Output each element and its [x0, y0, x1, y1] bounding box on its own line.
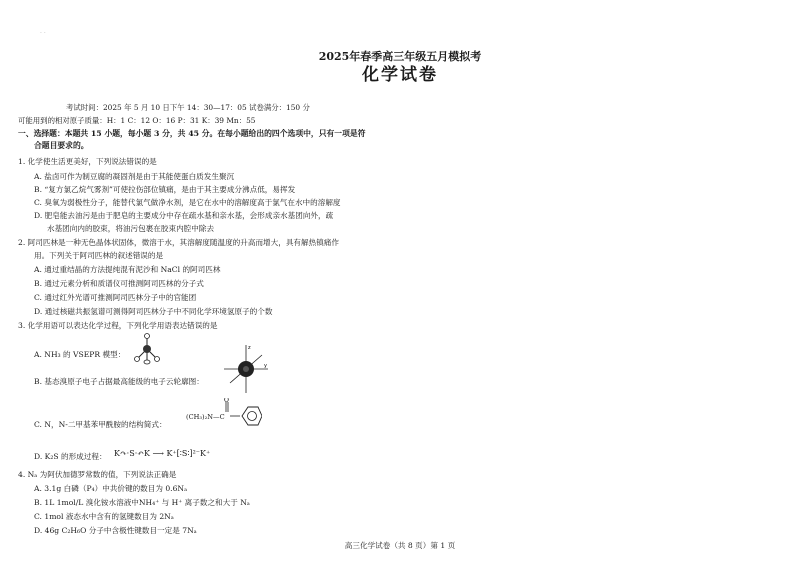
- page-footer: 高三化学试卷（共 8 页）第 1 页: [344, 541, 456, 550]
- q2-stem-cont: 用。下列关于阿司匹林的叙述错误的是: [34, 251, 164, 260]
- q4-option-b: B. 1L 1mol/L 溴化铵水溶液中NH₄⁺ 与 H⁺ 离子数之和大于 Nₐ: [34, 498, 250, 507]
- q1-option-d: D. 肥皂能去油污是由于肥皂的主要成分中存在疏水基和亲水基，会形成亲水基团向外，疏: [34, 211, 334, 220]
- q1-stem: 1. 化学使生活更美好，下列说法错误的是: [18, 157, 157, 166]
- q4-option-a: A. 3.1g 白磷（P₄）中共价键的数目为 0.6Nₐ: [34, 484, 188, 493]
- q3-option-c: C. N，N-二甲基苯甲酰胺的结构简式：: [34, 420, 167, 429]
- scan-specks: · ·: [40, 30, 46, 37]
- q2-option-c: C. 通过红外光谱可推测阿司匹林分子中的官能团: [34, 293, 197, 302]
- q1-option-d-cont: 水基团向内的胶束，将油污包裹在胶束内腔中除去: [47, 224, 215, 233]
- q4-stem: 4. Nₐ 为阿伏加德罗常数的值，下列说法正确是: [18, 470, 177, 479]
- amide-group-label: (CH₃)₂N—C: [186, 413, 225, 421]
- svg-text:z: z: [248, 345, 251, 351]
- q2-stem: 2. 阿司匹林是一种无色晶体状固体，微溶于水，其溶解度随温度的升高而增大，具有解热镇痛作: [18, 238, 339, 247]
- atomic-masses: 可能用到的相对原子质量：H：1 C：12 O：16 P：31 K：39 Mn：55: [18, 116, 256, 125]
- q1-option-b: B. “复方氯乙烷气雾剂”可使拉伤部位镇痛，是由于其主要成分沸点低，易挥发: [34, 185, 296, 194]
- q1-option-c: C. 臭氧为弱极性分子，能替代氯气做净水剂，是它在水中的溶解度高于氯气在水中的溶解度: [34, 198, 341, 207]
- q1-option-a: A. 盐卤可作为制豆腐的凝固剂是由于其能使蛋白质发生聚沉: [34, 172, 235, 181]
- q4-option-d: D. 46g C₂H₆O 分子中含极性键数目一定是 7Nₐ: [34, 526, 197, 535]
- section-heading-cont: 合题目要求的。: [34, 141, 89, 150]
- benzamide-structure-figure: [222, 398, 262, 434]
- electron-cloud-figure: [222, 343, 270, 395]
- exam-title: 2025年春季高三年级五月模拟考: [318, 50, 482, 63]
- q3-stem: 3. 化学用语可以表达化学过程，下列化学用语表达错误的是: [18, 321, 218, 330]
- q2-option-b: B. 通过元素分析和质谱仪可推测阿司匹林的分子式: [34, 279, 204, 288]
- q3-option-a: A. NH₃ 的 VSEPR 模型：: [34, 350, 126, 359]
- q4-option-c: C. 1mol 液态水中含有的氢键数目为 2Nₐ: [34, 512, 174, 521]
- q2-option-d: D. 通过核磁共振氢谱可测得阿司匹林分子中不同化学环境氢原子的个数: [34, 307, 273, 316]
- q3-option-b: B. 基态溴原子电子占据最高能级的电子云轮廓图：: [34, 377, 204, 386]
- nh3-vsepr-model-figure: [132, 332, 162, 366]
- svg-text:y: y: [264, 363, 267, 369]
- subject-title: 化学试卷: [362, 65, 438, 85]
- section-heading: 一、选择题：本题共 15 小题，每小题 3 分，共 45 分。在每小题给出的四个选项中，只有一项是符: [18, 129, 366, 138]
- k2s-formation-formula: K↷·S·↶K ⟶ K⁺[∶S∶]²⁻K⁺: [114, 449, 211, 458]
- svg-text:O: O: [224, 398, 229, 404]
- q2-option-a: A. 通过重结晶的方法提纯混有泥沙和 NaCl 的阿司匹林: [34, 265, 221, 274]
- q3-option-d: D. K₂S 的形成过程：: [34, 452, 107, 461]
- exam-info: 考试时间：2025 年 5 月 10 日下午 14：30—17：05 试卷满分：150 分: [66, 103, 310, 112]
